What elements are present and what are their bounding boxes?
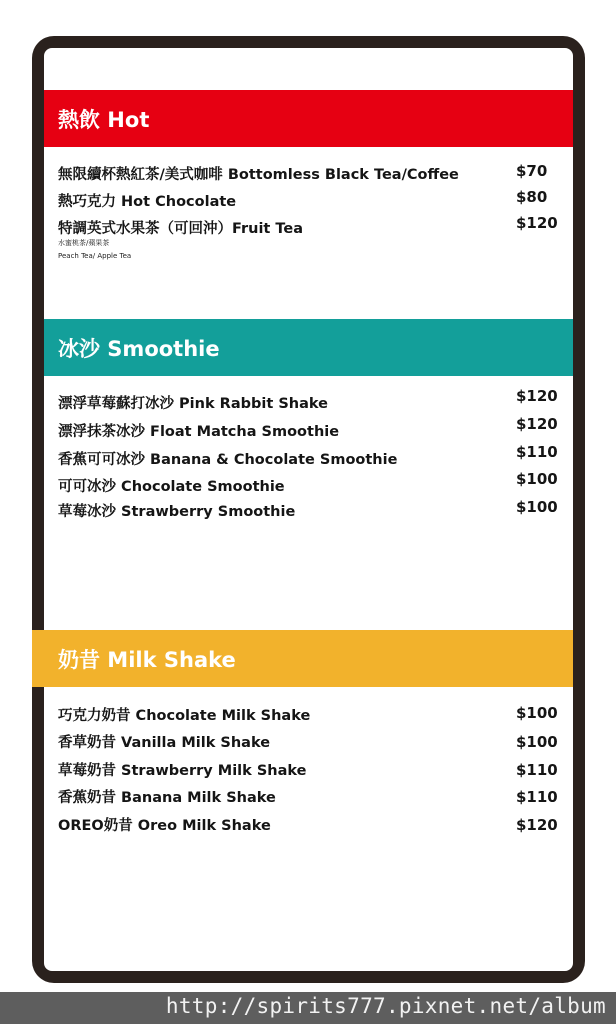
menu-item-name: 巧克力奶昔 Chocolate Milk Shake — [58, 708, 311, 724]
menu-item-price: $100 — [516, 733, 558, 751]
watermark-url: http://spirits777.pixnet.net/album — [165, 994, 606, 1018]
menu-item-price: $70 — [516, 162, 548, 180]
menu-item-name: 香草奶昔 Vanilla Milk Shake — [58, 735, 271, 751]
menu-item-subnote: 水蜜桃茶/蘋果茶 — [58, 239, 110, 247]
menu-item-price: $100 — [516, 470, 558, 488]
menu-item-name: 無限續杯熱紅茶/美式咖啡 Bottomless Black Tea/Coffee — [58, 167, 459, 183]
menu-item-name: 香蕉可可冰沙 Banana & Chocolate Smoothie — [58, 452, 398, 468]
section-header-milk-shake: 奶昔 Milk Shake — [44, 630, 573, 687]
menu-paper — [44, 48, 573, 971]
menu-item-price: $80 — [516, 188, 548, 206]
menu-item-price: $100 — [516, 704, 558, 722]
menu-item-price: $120 — [516, 387, 558, 405]
menu-item-price: $120 — [516, 816, 558, 834]
menu-item-name: 草莓奶昔 Strawberry Milk Shake — [58, 763, 307, 779]
menu-item-price: $110 — [516, 788, 558, 806]
menu-item-name: OREO奶昔 Oreo Milk Shake — [58, 818, 271, 834]
menu-item-subnote: Peach Tea/ Apple Tea — [58, 252, 132, 260]
menu-item-price: $120 — [516, 214, 558, 232]
menu-item-name: 香蕉奶昔 Banana Milk Shake — [58, 790, 276, 806]
milk-shake-band-edge — [32, 630, 44, 687]
menu-item-name: 可可冰沙 Chocolate Smoothie — [58, 479, 285, 495]
menu-item-price: $100 — [516, 498, 558, 516]
menu-item-price: $110 — [516, 443, 558, 461]
menu-item-name: 漂浮抹茶冰沙 Float Matcha Smoothie — [58, 424, 340, 440]
menu-item-price: $110 — [516, 761, 558, 779]
menu-item-price: $120 — [516, 415, 558, 433]
menu-item-name: 漂浮草莓蘇打冰沙 Pink Rabbit Shake — [58, 396, 328, 412]
section-header-smoothie: 冰沙 Smoothie — [44, 319, 573, 376]
menu-item-name: 特調英式水果茶（可回沖）Fruit Tea — [58, 221, 303, 237]
section-header-hot: 熱飲 Hot — [44, 90, 573, 147]
menu-item-name: 草莓冰沙 Strawberry Smoothie — [58, 504, 296, 520]
menu-item-name: 熱巧克力 Hot Chocolate — [58, 194, 237, 210]
watermark-bar — [0, 992, 616, 1024]
